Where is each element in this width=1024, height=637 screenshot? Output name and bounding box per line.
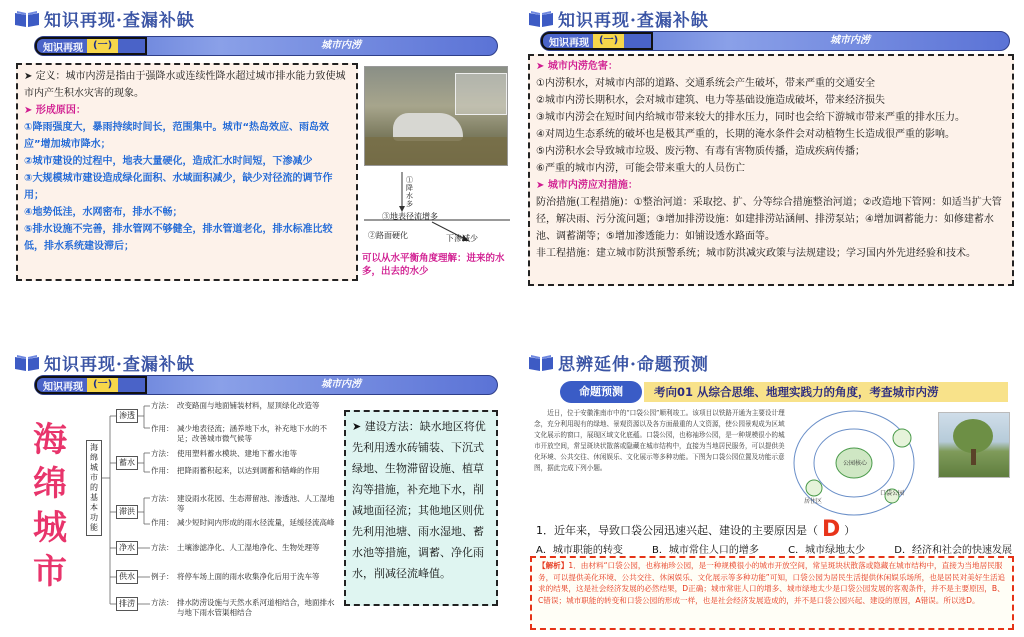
q1-text-box (16, 63, 358, 281)
q1-header (14, 6, 195, 31)
q3-header (14, 350, 195, 375)
water-surface (365, 137, 507, 165)
branch-detention: 滞洪 (116, 505, 138, 519)
tab-title: 城市内涝 (830, 35, 870, 46)
prediction-topic: 考向01 从综合思维、地理实践力的角度，考查城市内涝 (644, 382, 1008, 402)
non-engineering-measures: 非工程措施：建立城市防洪预警系统；城市防洪减灾政策与法规建设；学习国内外先进经验和技术。 (536, 248, 976, 259)
book-icon (14, 354, 40, 372)
section-title: 知识再现·查漏补缺 (44, 11, 195, 31)
option-a[interactable]: A．城市职能的转变 (536, 545, 623, 556)
diagram-label: 公园核心 (842, 460, 867, 467)
answer-mark: D (822, 517, 841, 542)
tree-key: 作用： (151, 424, 174, 433)
tree-trunk (971, 449, 976, 465)
analysis-label: 【解析】 (538, 561, 569, 570)
engineering-measures: 防治措施(工程措施)：①整治河道：采取挖、扩、分等综合措施整治河道；②改造地下管网：如适当扩大管径，解决雨、污分流问题；③增加排涝设施：如建排涝站涵闸、排涝泵站；④增加调蓄能力：如修建蓄水池、调蓄湖等；⑤增加渗透能力：如铺设透水路面等。 (536, 197, 1002, 242)
tree-key: 作用： (151, 518, 174, 527)
tab-label: 知识再现 (549, 37, 589, 49)
harm-item: ③城市内涝会在短时间内给城市带来较大的排水压力，同时也会给下游城市带来严重的排水压力。 (536, 112, 965, 123)
analysis-body: 1．由材料“口袋公园，也称袖珍公园，是一种规模很小的城市开放空间，常呈斑块状散落或隐藏在城市结构中，直接为当地居民服务，可以提供美化环境、公共交往、休闲娱乐、文化展示等多种功能”可知，口袋公园为居民生活提供休闲娱乐场所，也是居民对美好生活追求的结果，这是社会经济发展的必然结果，D正确；城市常驻人口的增多、城市绿地太少是口袋公园发展的客观条件，并不是主要原因，B、C错误；城市职能的转变和口袋公园的形成一样，也是社会经济发展造成的，并不是口袋公园兴起、建设的原因，A错误。所以选D。 (538, 561, 1006, 605)
tree-key: 方法： (151, 401, 174, 410)
question-stem: 1．近年来，导致口袋公园迅速兴起、建设的主要原因是（ (536, 523, 818, 537)
cause-item: ①降雨强度大，暴雨持续时间长，范围集中。城市“热岛效应、雨岛效应”增加城市降水； (24, 122, 330, 150)
option-c[interactable]: C．城市绿地太少 (788, 545, 866, 556)
tree-key: 方法： (151, 543, 174, 552)
branch-purification: 净水 (116, 541, 138, 555)
branch-storage: 蓄水 (116, 456, 138, 470)
title-char: 市 (33, 552, 67, 592)
q1-tab-bar (34, 36, 498, 56)
flood-photo (364, 66, 508, 166)
diagram-label: ②路面硬化 (368, 231, 408, 240)
tab-title: 城市内涝 (321, 379, 361, 390)
question-line (536, 517, 855, 542)
tree-value: 减少地表径流；涵养地下水，补充地下水的不足；改善城市微气候等 (177, 424, 327, 443)
prediction-bar (560, 381, 1008, 403)
cause-item: ⑤排水设施不完善，排水管网不够健全，排水管道老化，排水标准比较低，排水系统建设滞后； (24, 224, 333, 252)
question-passage: 近日，位于安徽淮南市中的“口袋公园”顺利竣工。该项目以铁路开通为主要设计理念，充分利用现有的绿地、景观资源以及各方面最重的人文资源，使公园景观成为区域文化展示的窗口，展现区域文化底蕴。口袋公园，也称袖珍公园，是一种规模很小的城市开放空间，常呈斑块状散落或隐藏在城市结构中，直接为当地居民服务，可以提供美化环境、公共交往、休闲娱乐、文化展示等多种功能。下图为口袋公园位置及功能示意图，据此完成下列小题。 (534, 409, 785, 472)
tree-value: 土壤渗滤净化、人工湿地净化、生物处理等 (177, 543, 320, 552)
tree-value: 建设雨水花园、生态滞留池、渗透池、人工湿地等 (177, 494, 335, 513)
diagram-label: 口袋公园 (880, 490, 905, 497)
cause-item: ③大规模城市建设造成绿化面积、水域面积减少，缺少对径流的调节作用； (24, 173, 333, 201)
water-balance-note: 可以从水平衡角度理解：进来的水多，出去的水少 (362, 253, 505, 277)
tree-value: 把降雨蓄积起来，以达到调蓄和错峰的作用 (177, 466, 320, 475)
harm-item: ①内涝积水，对城市内部的道路、交通系统会产生破坏，带来严重的交通安全 (536, 78, 875, 89)
tree-key: 例子： (151, 572, 174, 581)
title-char: 城 (33, 508, 67, 548)
book-icon (14, 10, 40, 28)
measures-title: ➤ 城市内涝应对措施： (536, 180, 638, 191)
tree-key: 方法： (151, 449, 174, 458)
analysis-text (538, 560, 1006, 606)
q2-text-box (528, 54, 1014, 286)
cause-item: ④地势低洼，水网密布，排水不畅； (24, 207, 183, 218)
prediction-tag[interactable]: 命题预测 (560, 381, 642, 403)
q3-tab-bar (34, 375, 498, 395)
tab-label: 知识再现 (43, 42, 83, 54)
diagram-label: ①降水多 (406, 176, 413, 208)
tree-root: 海绵城市的基本功能 (86, 440, 102, 536)
tab-knowledge[interactable] (35, 37, 147, 55)
section-title: 思辨延伸·命题预测 (558, 355, 709, 375)
branch-infiltration: 渗透 (116, 409, 138, 423)
title-char: 海 (33, 420, 67, 460)
tree-value: 使用塑料蓄水模块、建地下蓄水池等 (177, 449, 297, 458)
analysis-box (530, 556, 1014, 630)
tab-badge: (一) (87, 39, 118, 53)
harm-item: ④对周边生态系统的破坏也是极其严重的，长期的淹水条件会对动植物生长造成很严重的影响。 (536, 129, 955, 140)
q4-header (528, 350, 709, 375)
tree-value: 改变路面与地面铺装材料，屋顶绿化改造等 (177, 401, 320, 410)
photo-overlay (455, 73, 507, 115)
diagram-label: ③地表径流增多 (382, 212, 438, 221)
section-title: 知识再现·查漏补缺 (44, 355, 195, 375)
tree-key: 方法： (151, 494, 174, 503)
tree-key: 方法： (151, 598, 174, 607)
option-b[interactable]: B．城市常住人口的增多 (652, 545, 759, 556)
tree-canopy (953, 419, 993, 453)
diagram-label: 下渗减少 (446, 234, 478, 243)
tree-value: 排水防涝设施与天然水系河道相结合，地面排水与地下雨水管渠相结合 (177, 598, 335, 617)
branch-drainage: 排涝 (116, 597, 138, 611)
tab-badge: (一) (593, 34, 624, 48)
tab-label: 知识再现 (43, 381, 83, 393)
book-icon (528, 354, 554, 372)
harm-item: ⑤内涝积水会导致城市垃圾、废污物、有毒有害物质传播，造成疾病传播； (536, 146, 865, 157)
causes-title: ➤ 形成原因： (24, 105, 86, 116)
tab-knowledge[interactable] (541, 32, 653, 50)
option-d[interactable]: D．经济和社会的快速发展 (894, 545, 1012, 556)
tree-key: 作用： (151, 466, 174, 475)
cause-item: ②城市建设的过程中，地表大量硬化，造成汇水时间短，下渗减少 (24, 156, 313, 167)
branch-supply: 供水 (116, 570, 138, 584)
park-photo (938, 412, 1010, 478)
tab-knowledge[interactable] (35, 376, 147, 394)
construction-method-box (344, 410, 498, 606)
tree-value: 将停车场上面的雨水收集净化后用于洗车等 (177, 572, 320, 581)
title-char: 绵 (33, 464, 67, 504)
diagram-label: 居住区 (804, 498, 823, 505)
sponge-city-vertical-title (30, 418, 70, 594)
q2-tab-bar (540, 31, 1010, 51)
q2-header (528, 6, 709, 31)
book-icon (528, 10, 554, 28)
tree-value: 减少短时间内形成的雨水径流量，延缓径流高峰 (177, 518, 335, 527)
tab-badge: (一) (87, 378, 118, 392)
question-end: ） (844, 523, 856, 537)
construction-method-text: ➤ 建设方法：缺水地区将优先利用透水砖铺装、下沉式绿地、生物滞留设施、植草沟等措施，补充地下水，削减地面径流；其他地区则优先利用池塘、雨水湿地、蓄水池等措施，调蓄、净化雨水，削减径流峰值。 (352, 420, 486, 580)
tab-title: 城市内涝 (321, 40, 361, 51)
definition-text: ➤ 定义：城市内涝是指由于强降水或连续性降水超过城市排水能力致使城市内产生积水灾害的现象。 (24, 71, 346, 99)
harm-item: ②城市内涝长期积水，会对城市建筑、电力等基础设施造成破坏，带来经济损失 (536, 95, 885, 106)
harm-title: ➤ 城市内涝危害： (536, 61, 618, 72)
harm-item: ⑥严重的城市内涝，可能会带来重大的人员伤亡 (536, 163, 745, 174)
options-row (536, 541, 1012, 556)
section-title: 知识再现·查漏补缺 (558, 11, 709, 31)
